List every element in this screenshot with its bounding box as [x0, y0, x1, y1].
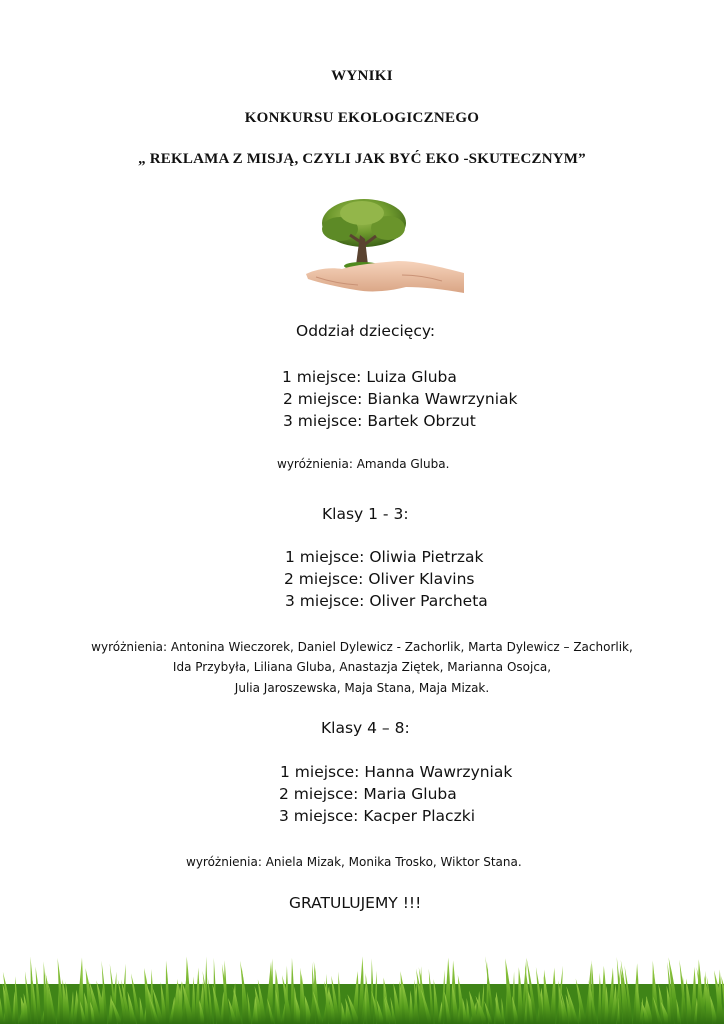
grass-border-icon	[0, 944, 724, 1024]
honors-line: Ida Przybyła, Liliana Gluba, Anastazja Ziętek, Marianna Osojca,	[172, 660, 552, 674]
honors-names: Amanda Gluba.	[356, 457, 450, 471]
place-second: 2 miejsce: Bianka Wawrzyniak	[283, 390, 518, 408]
honors-line: Julia Jaroszewska, Maja Stana, Maja Mizak.	[234, 681, 490, 695]
place-second: 2 miejsce: Maria Gluba	[279, 785, 457, 803]
honors-line	[277, 457, 449, 471]
honors-line	[0, 640, 724, 654]
honors-line	[186, 855, 522, 869]
title-line-3: „ REKLAMA Z MISJĄ, CZYLI JAK BYĆ EKO -SKUTECZNYM”	[138, 151, 586, 167]
closing-text: GRATULUJEMY !!!	[289, 894, 422, 912]
section-heading-oddzial: Oddział dziecięcy:	[296, 322, 436, 340]
section-heading-klasy-4-8: Klasy 4 – 8:	[321, 719, 410, 737]
place-third: 3 miejsce: Oliver Parcheta	[285, 592, 488, 610]
place-second: 2 miejsce: Oliver Klavins	[284, 570, 475, 588]
title-line-1: WYNIKI	[331, 68, 393, 84]
place-first: 1 miejsce: Hanna Wawrzyniak	[280, 763, 513, 781]
honors-label: wyróżnienia:	[186, 855, 262, 869]
place-third: 3 miejsce: Kacper Placzki	[279, 807, 475, 825]
title-line-2: KONKURSU EKOLOGICZNEGO	[244, 110, 480, 126]
honors-names: Aniela Mizak, Monika Trosko, Wiktor Stana.	[265, 855, 522, 869]
honors-label: wyróżnienia:	[91, 640, 168, 654]
section-heading-klasy-1-3: Klasy 1 - 3:	[322, 505, 409, 523]
honors-label: wyróżnienia:	[277, 457, 353, 471]
place-third: 3 miejsce: Bartek Obrzut	[283, 412, 476, 430]
honors-names: Antonina Wieczorek, Daniel Dylewicz - Zachorlik, Marta Dylewicz – Zachorlik,	[170, 640, 633, 654]
place-first: 1 miejsce: Luiza Gluba	[282, 368, 457, 386]
hand-with-tree-icon	[302, 195, 468, 299]
place-first: 1 miejsce: Oliwia Pietrzak	[285, 548, 484, 566]
